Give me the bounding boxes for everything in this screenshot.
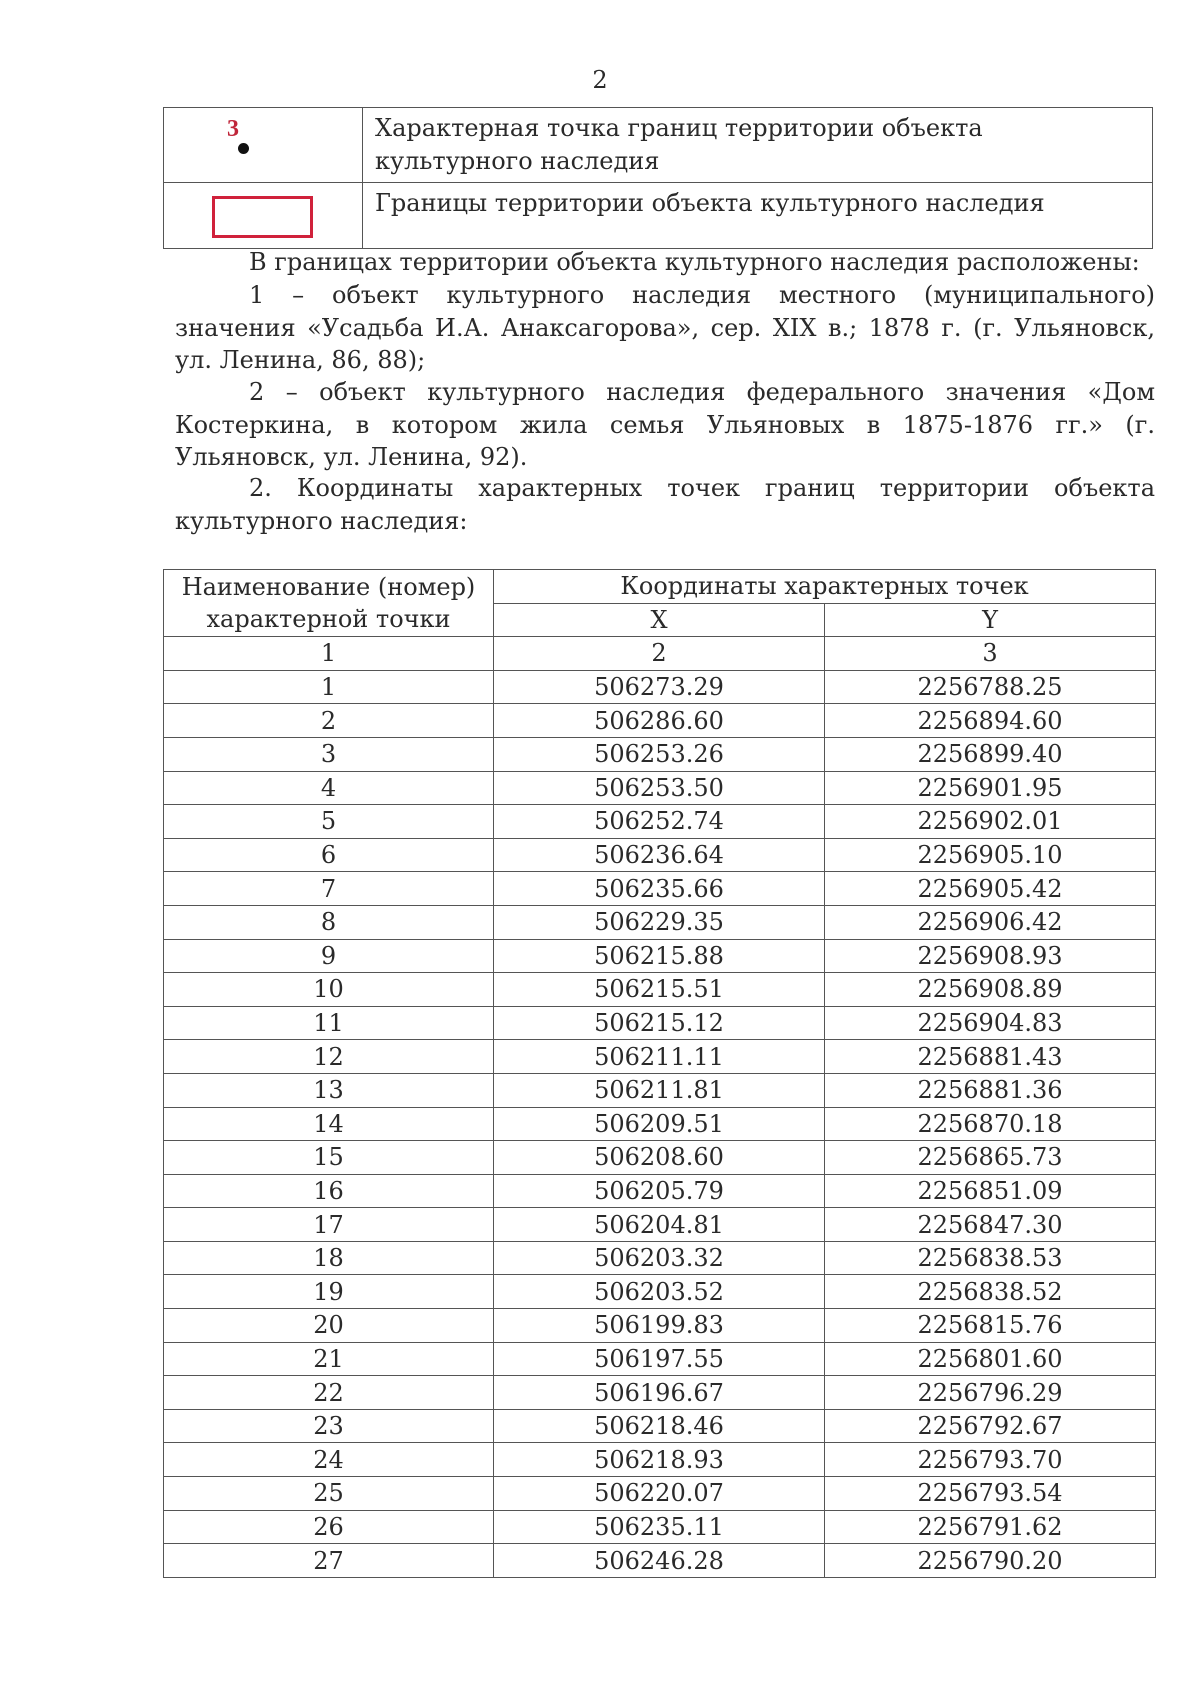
y-coordinate-cell: 2256908.93 bbox=[825, 939, 1156, 973]
y-coordinate-cell: 2256905.10 bbox=[825, 838, 1156, 872]
legend-row-boundary bbox=[164, 183, 1153, 249]
y-coordinate-cell: 2256870.18 bbox=[825, 1107, 1156, 1141]
y-coordinate-cell: 2256796.29 bbox=[825, 1376, 1156, 1410]
object-item-2: 2 – объект культурного наследия федерального значения «Дом Костеркина, в котором жила семья Ульяновых в 1875-1876 гг.» (г. Ульяновск, ул. Ленина, 92). bbox=[175, 378, 1155, 471]
legend-boundary-text: Границы территории объекта культурного наследия bbox=[363, 183, 1153, 249]
column-number-2: 2 bbox=[494, 637, 825, 671]
header-point-name: Наименование (номер) характерной точки bbox=[164, 570, 494, 637]
y-coordinate-cell: 2256838.52 bbox=[825, 1275, 1156, 1309]
x-coordinate-cell: 506220.07 bbox=[494, 1477, 825, 1511]
coordinates-table-body bbox=[164, 670, 1156, 1577]
x-coordinate-cell: 506273.29 bbox=[494, 670, 825, 704]
y-coordinate-cell: 2256788.25 bbox=[825, 670, 1156, 704]
x-coordinate-cell: 506218.46 bbox=[494, 1409, 825, 1443]
table-row bbox=[164, 1040, 1156, 1074]
point-number-cell: 24 bbox=[164, 1443, 494, 1477]
x-coordinate-cell: 506236.64 bbox=[494, 838, 825, 872]
table-row bbox=[164, 1241, 1156, 1275]
table-row bbox=[164, 1309, 1156, 1343]
point-number-cell: 27 bbox=[164, 1544, 494, 1578]
legend-point-text: Характерная точка границ территории объекта культурного наследия bbox=[363, 108, 1153, 183]
y-coordinate-cell: 2256865.73 bbox=[825, 1141, 1156, 1175]
intro-paragraph: В границах территории объекта культурного наследия расположены: bbox=[249, 248, 1140, 276]
header-coordinates: Координаты характерных точек bbox=[494, 570, 1156, 604]
point-number-cell: 3 bbox=[164, 737, 494, 771]
table-row bbox=[164, 1006, 1156, 1040]
point-marker-icon bbox=[227, 118, 257, 158]
x-coordinate-cell: 506215.51 bbox=[494, 973, 825, 1007]
point-number-cell: 8 bbox=[164, 905, 494, 939]
column-number-3: 3 bbox=[825, 637, 1156, 671]
x-coordinate-cell: 506246.28 bbox=[494, 1544, 825, 1578]
y-coordinate-cell: 2256894.60 bbox=[825, 704, 1156, 738]
y-coordinate-cell: 2256838.53 bbox=[825, 1241, 1156, 1275]
page-number: 2 bbox=[592, 66, 608, 94]
x-coordinate-cell: 506197.55 bbox=[494, 1342, 825, 1376]
point-number-cell: 19 bbox=[164, 1275, 494, 1309]
table-row bbox=[164, 771, 1156, 805]
x-coordinate-cell: 506203.32 bbox=[494, 1241, 825, 1275]
x-coordinate-cell: 506286.60 bbox=[494, 704, 825, 738]
x-coordinate-cell: 506215.12 bbox=[494, 1006, 825, 1040]
point-number-cell: 11 bbox=[164, 1006, 494, 1040]
point-number-cell: 21 bbox=[164, 1342, 494, 1376]
point-number-cell: 2 bbox=[164, 704, 494, 738]
x-coordinate-cell: 506196.67 bbox=[494, 1376, 825, 1410]
y-coordinate-cell: 2256906.42 bbox=[825, 905, 1156, 939]
x-coordinate-cell: 506218.93 bbox=[494, 1443, 825, 1477]
point-number-cell: 25 bbox=[164, 1477, 494, 1511]
point-number-cell: 6 bbox=[164, 838, 494, 872]
point-dot-icon bbox=[238, 143, 249, 154]
table-row bbox=[164, 1342, 1156, 1376]
y-coordinate-cell: 2256902.01 bbox=[825, 805, 1156, 839]
legend-row-point bbox=[164, 108, 1153, 183]
point-number-cell: 16 bbox=[164, 1174, 494, 1208]
table-row bbox=[164, 973, 1156, 1007]
point-number-cell: 9 bbox=[164, 939, 494, 973]
table-row bbox=[164, 1376, 1156, 1410]
boundary-rectangle-icon bbox=[212, 196, 313, 238]
x-coordinate-cell: 506199.83 bbox=[494, 1309, 825, 1343]
table-row bbox=[164, 1443, 1156, 1477]
object-item-1: 1 – объект культурного наследия местного (муниципального) значения «Усадьба И.А. Анаксагорова», сер. XIX в.; 1878 г. (г. Ульяновск, ул. Ленина, 86, 88); bbox=[175, 281, 1155, 374]
y-coordinate-cell: 2256901.95 bbox=[825, 771, 1156, 805]
legend-boundary-symbol-cell bbox=[164, 183, 363, 249]
coords-heading: 2. Координаты характерных точек границ территории объекта культурного наследия: bbox=[175, 474, 1155, 535]
column-number-1: 1 bbox=[164, 637, 494, 671]
x-coordinate-cell: 506205.79 bbox=[494, 1174, 825, 1208]
header-y: Y bbox=[825, 603, 1156, 637]
y-coordinate-cell: 2256792.67 bbox=[825, 1409, 1156, 1443]
point-number-cell: 12 bbox=[164, 1040, 494, 1074]
x-coordinate-cell: 506211.81 bbox=[494, 1073, 825, 1107]
point-number-cell: 18 bbox=[164, 1241, 494, 1275]
table-row bbox=[164, 1510, 1156, 1544]
table-row bbox=[164, 838, 1156, 872]
point-number-cell: 15 bbox=[164, 1141, 494, 1175]
x-coordinate-cell: 506235.11 bbox=[494, 1510, 825, 1544]
point-number-cell: 20 bbox=[164, 1309, 494, 1343]
point-marker-label: 3 bbox=[227, 116, 239, 142]
y-coordinate-cell: 2256801.60 bbox=[825, 1342, 1156, 1376]
point-number-cell: 10 bbox=[164, 973, 494, 1007]
coordinates-table bbox=[163, 569, 1156, 1578]
table-header-row bbox=[164, 570, 1156, 604]
point-number-cell: 1 bbox=[164, 670, 494, 704]
x-coordinate-cell: 506215.88 bbox=[494, 939, 825, 973]
point-number-cell: 14 bbox=[164, 1107, 494, 1141]
y-coordinate-cell: 2256793.70 bbox=[825, 1443, 1156, 1477]
point-number-cell: 13 bbox=[164, 1073, 494, 1107]
y-coordinate-cell: 2256790.20 bbox=[825, 1544, 1156, 1578]
point-number-cell: 26 bbox=[164, 1510, 494, 1544]
x-coordinate-cell: 506253.26 bbox=[494, 737, 825, 771]
table-row bbox=[164, 1544, 1156, 1578]
table-row bbox=[164, 1477, 1156, 1511]
table-row bbox=[164, 1409, 1156, 1443]
y-coordinate-cell: 2256881.36 bbox=[825, 1073, 1156, 1107]
y-coordinate-cell: 2256881.43 bbox=[825, 1040, 1156, 1074]
header-x: X bbox=[494, 603, 825, 637]
table-row bbox=[164, 905, 1156, 939]
point-number-cell: 5 bbox=[164, 805, 494, 839]
table-row bbox=[164, 1174, 1156, 1208]
y-coordinate-cell: 2256847.30 bbox=[825, 1208, 1156, 1242]
table-row bbox=[164, 737, 1156, 771]
y-coordinate-cell: 2256905.42 bbox=[825, 872, 1156, 906]
legend-point-symbol-cell bbox=[164, 108, 363, 183]
point-number-cell: 7 bbox=[164, 872, 494, 906]
y-coordinate-cell: 2256904.83 bbox=[825, 1006, 1156, 1040]
legend-table bbox=[163, 107, 1153, 249]
table-row bbox=[164, 1208, 1156, 1242]
x-coordinate-cell: 506203.52 bbox=[494, 1275, 825, 1309]
y-coordinate-cell: 2256815.76 bbox=[825, 1309, 1156, 1343]
y-coordinate-cell: 2256899.40 bbox=[825, 737, 1156, 771]
y-coordinate-cell: 2256793.54 bbox=[825, 1477, 1156, 1511]
y-coordinate-cell: 2256908.89 bbox=[825, 973, 1156, 1007]
point-number-cell: 4 bbox=[164, 771, 494, 805]
table-row bbox=[164, 1141, 1156, 1175]
x-coordinate-cell: 506229.35 bbox=[494, 905, 825, 939]
point-number-cell: 23 bbox=[164, 1409, 494, 1443]
table-row bbox=[164, 1073, 1156, 1107]
point-number-cell: 17 bbox=[164, 1208, 494, 1242]
x-coordinate-cell: 506253.50 bbox=[494, 771, 825, 805]
column-number-row bbox=[164, 637, 1156, 671]
table-row bbox=[164, 939, 1156, 973]
table-row bbox=[164, 872, 1156, 906]
table-row bbox=[164, 670, 1156, 704]
y-coordinate-cell: 2256851.09 bbox=[825, 1174, 1156, 1208]
x-coordinate-cell: 506211.11 bbox=[494, 1040, 825, 1074]
table-row bbox=[164, 805, 1156, 839]
table-row bbox=[164, 1107, 1156, 1141]
y-coordinate-cell: 2256791.62 bbox=[825, 1510, 1156, 1544]
table-row bbox=[164, 1275, 1156, 1309]
x-coordinate-cell: 506208.60 bbox=[494, 1141, 825, 1175]
point-number-cell: 22 bbox=[164, 1376, 494, 1410]
table-row bbox=[164, 704, 1156, 738]
x-coordinate-cell: 506235.66 bbox=[494, 872, 825, 906]
x-coordinate-cell: 506252.74 bbox=[494, 805, 825, 839]
x-coordinate-cell: 506204.81 bbox=[494, 1208, 825, 1242]
x-coordinate-cell: 506209.51 bbox=[494, 1107, 825, 1141]
